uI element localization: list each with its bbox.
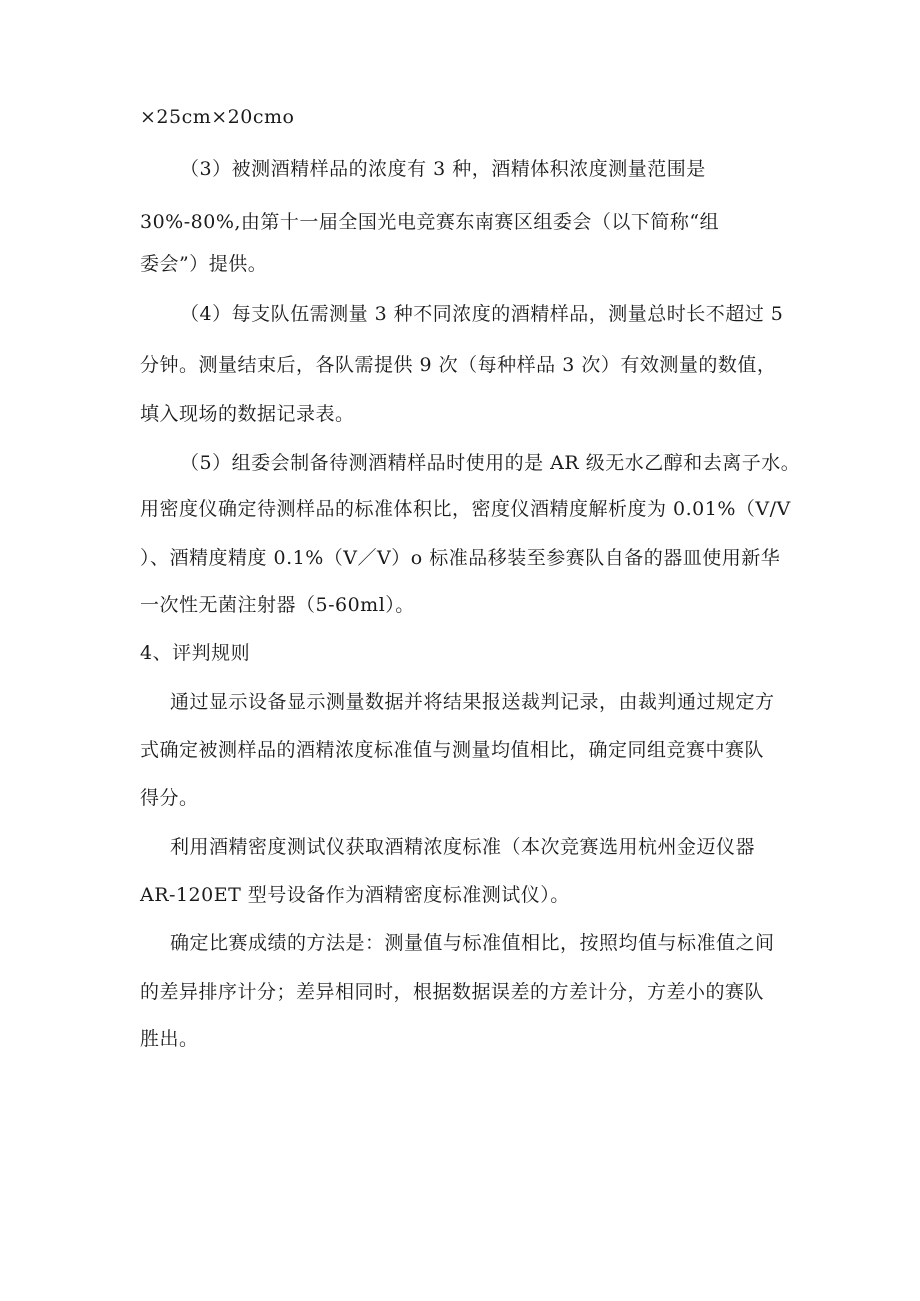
text-line: 式确定被测样品的酒精浓度标准值与测量均值相比，确定同组竞赛中赛队 bbox=[140, 739, 765, 761]
text-line: 通过显示设备显示测量数据并将结果报送裁判记录，由裁判通过规定方 bbox=[170, 691, 775, 713]
text-line: （4）每支队伍需测量 3 种不同浓度的酒精样品，测量总时长不超过 5 bbox=[180, 303, 784, 325]
text-line: 一次性无菌注射器（5-60ml）。 bbox=[140, 594, 415, 616]
text-line: 确定比赛成绩的方法是：测量值与标准值相比，按照均值与标准值之间 bbox=[170, 932, 775, 954]
text-line: AR-120ET 型号设备作为酒精密度标准测试仪）。 bbox=[140, 884, 570, 906]
text-line: 填入现场的数据记录表。 bbox=[140, 403, 355, 425]
text-line: 30%-80%,由第十一届全国光电竞赛东南赛区组委会（以下简称“组 bbox=[140, 211, 720, 233]
text-line: 利用酒精密度测试仪获取酒精浓度标准（本次竞赛选用杭州金迈仪器 bbox=[170, 836, 756, 858]
section-heading: 4、评判规则 bbox=[140, 642, 251, 664]
text-line: （5）组委会制备待测酒精样品时使用的是 AR 级无水乙醇和去离子水。 bbox=[180, 452, 801, 474]
text-line: ×25cm×20cmo bbox=[140, 106, 295, 128]
text-line: 用密度仪确定待测样品的标准体积比，密度仪酒精度解析度为 0.01%（V/V bbox=[140, 498, 791, 520]
text-line: 得分。 bbox=[140, 787, 199, 809]
text-line: 的差异排序计分；差异相同时，根据数据误差的方差计分，方差小的赛队 bbox=[140, 981, 765, 1003]
text-line: 委会”）提供。 bbox=[140, 253, 268, 275]
text-line: 胜出。 bbox=[140, 1028, 199, 1050]
text-line: ）、酒精度精度 0.1%（V／V）o 标准品移装至参赛队自备的器皿使用新华 bbox=[140, 547, 781, 569]
text-line: 分钟。测量结束后，各队需提供 9 次（每种样品 3 次）有效测量的数值， bbox=[140, 354, 777, 376]
text-line: （3）被测酒精样品的浓度有 3 种，酒精体积浓度测量范围是 bbox=[180, 158, 706, 180]
